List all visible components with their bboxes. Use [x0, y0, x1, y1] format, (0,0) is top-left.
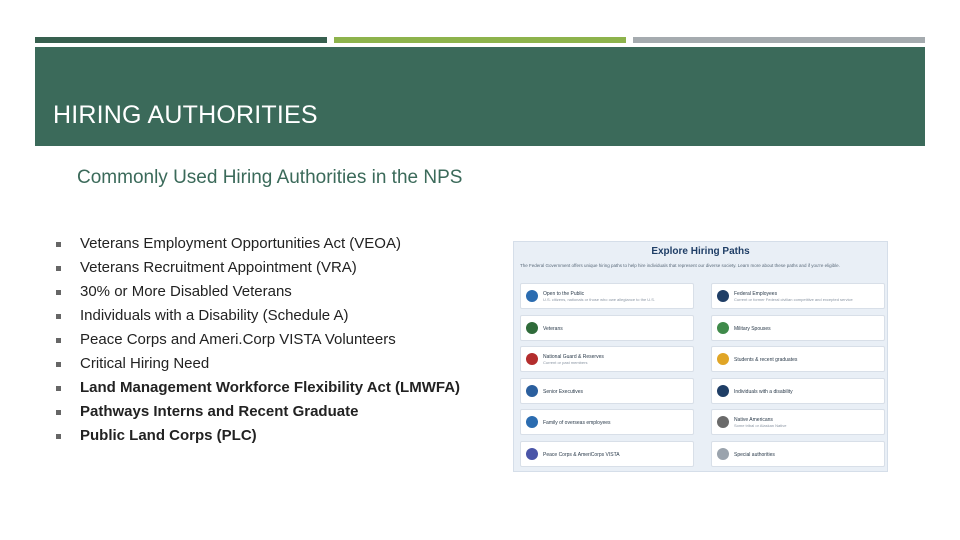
hiring-path-card[interactable]	[520, 283, 694, 309]
bullet-list	[50, 234, 470, 450]
bullet-square-icon	[56, 386, 61, 391]
bullet-item	[50, 402, 470, 421]
explore-hiring-paths-panel	[513, 241, 888, 472]
panel-intro: The Federal Government offers unique hiring paths to help hire individuals that represent our diverse society. Learn more about these paths and if you're eligible.	[520, 263, 840, 268]
card-subtitle: U.S. citizens, nationals or those who owe allegiance to the U.S.	[543, 297, 656, 302]
bullet-item	[50, 354, 470, 373]
card-subtitle: Some tribal or Alaskan Native	[734, 423, 787, 428]
card-title: Native Americans	[734, 417, 773, 423]
bullet-item	[50, 306, 470, 325]
hiring-path-card[interactable]	[711, 378, 885, 404]
bullet-text: Public Land Corps (PLC)	[80, 427, 257, 444]
accessibility-icon	[717, 385, 729, 397]
hiring-path-card[interactable]	[711, 283, 885, 309]
hiring-path-card[interactable]	[520, 441, 694, 467]
shield-icon	[526, 322, 538, 334]
accent-stripe-dark	[35, 37, 327, 43]
hiring-path-card[interactable]	[711, 315, 885, 341]
card-subtitle: Current or past members	[543, 360, 588, 365]
building-icon	[717, 290, 729, 302]
briefcase-icon	[526, 385, 538, 397]
bullet-square-icon	[56, 266, 61, 271]
bullet-square-icon	[56, 410, 61, 415]
slide-subtitle: Commonly Used Hiring Authorities in the NPS	[77, 167, 463, 188]
bullet-square-icon	[56, 314, 61, 319]
bullet-text: Pathways Interns and Recent Graduate	[80, 403, 359, 420]
rings-icon	[717, 322, 729, 334]
accent-stripe-green	[334, 37, 626, 43]
accent-stripe-gray	[633, 37, 925, 43]
card-title: Veterans	[543, 325, 563, 332]
bullet-square-icon	[56, 242, 61, 247]
bullet-item	[50, 258, 470, 277]
bullet-square-icon	[56, 362, 61, 367]
hiring-path-card[interactable]	[520, 315, 694, 341]
hiring-path-card[interactable]	[711, 409, 885, 435]
card-title: National Guard & Reserves	[543, 354, 604, 360]
bullet-item	[50, 330, 470, 349]
bullet-square-icon	[56, 290, 61, 295]
star-icon	[717, 448, 729, 460]
bullet-item	[50, 378, 470, 397]
title-banner	[35, 47, 925, 146]
bullet-item	[50, 234, 470, 253]
bullet-text: Peace Corps and Ameri.Corp VISTA Volunteers	[80, 331, 396, 348]
bullet-square-icon	[56, 338, 61, 343]
card-title: Military Spouses	[734, 325, 771, 332]
bullet-square-icon	[56, 434, 61, 439]
slide-title: HIRING AUTHORITIES	[53, 101, 318, 129]
bullet-text: Veterans Recruitment Appointment (VRA)	[80, 259, 357, 276]
graduation-cap-icon	[717, 353, 729, 365]
people-icon	[526, 290, 538, 302]
bullet-text: Individuals with a Disability (Schedule A)	[80, 307, 349, 324]
globe-icon	[526, 448, 538, 460]
bullet-text: Land Management Workforce Flexibility Act (LMWFA)	[80, 379, 461, 396]
hiring-path-card[interactable]	[520, 378, 694, 404]
bullet-text: Critical Hiring Need	[80, 355, 210, 372]
bullet-text: Veterans Employment Opportunities Act (VEOA)	[80, 235, 401, 252]
bullet-item	[50, 426, 470, 445]
bullet-text: 30% or More Disabled Veterans	[80, 283, 292, 300]
card-title: Peace Corps & AmeriCorps VISTA	[543, 451, 620, 458]
card-title: Students & recent graduates	[734, 357, 798, 363]
flag-icon	[526, 353, 538, 365]
card-title: Individuals with a disability	[734, 388, 793, 395]
hiring-path-card[interactable]	[711, 441, 885, 467]
feather-icon	[717, 416, 729, 428]
card-title: Senior Executives	[543, 388, 584, 395]
hiring-path-card[interactable]	[520, 409, 694, 435]
hiring-path-card[interactable]	[711, 346, 885, 372]
card-subtitle: Current or former Federal civilian competitive and excepted service	[734, 297, 853, 302]
card-title: Federal Employees	[734, 291, 778, 297]
hiring-path-card[interactable]	[520, 346, 694, 372]
bullet-item	[50, 282, 470, 301]
plane-icon	[526, 416, 538, 428]
panel-title: Explore Hiring Paths	[651, 246, 750, 257]
card-title: Special authorities	[734, 451, 775, 458]
card-title: Family of overseas employees	[543, 420, 611, 426]
card-title: Open to the Public	[543, 291, 585, 297]
